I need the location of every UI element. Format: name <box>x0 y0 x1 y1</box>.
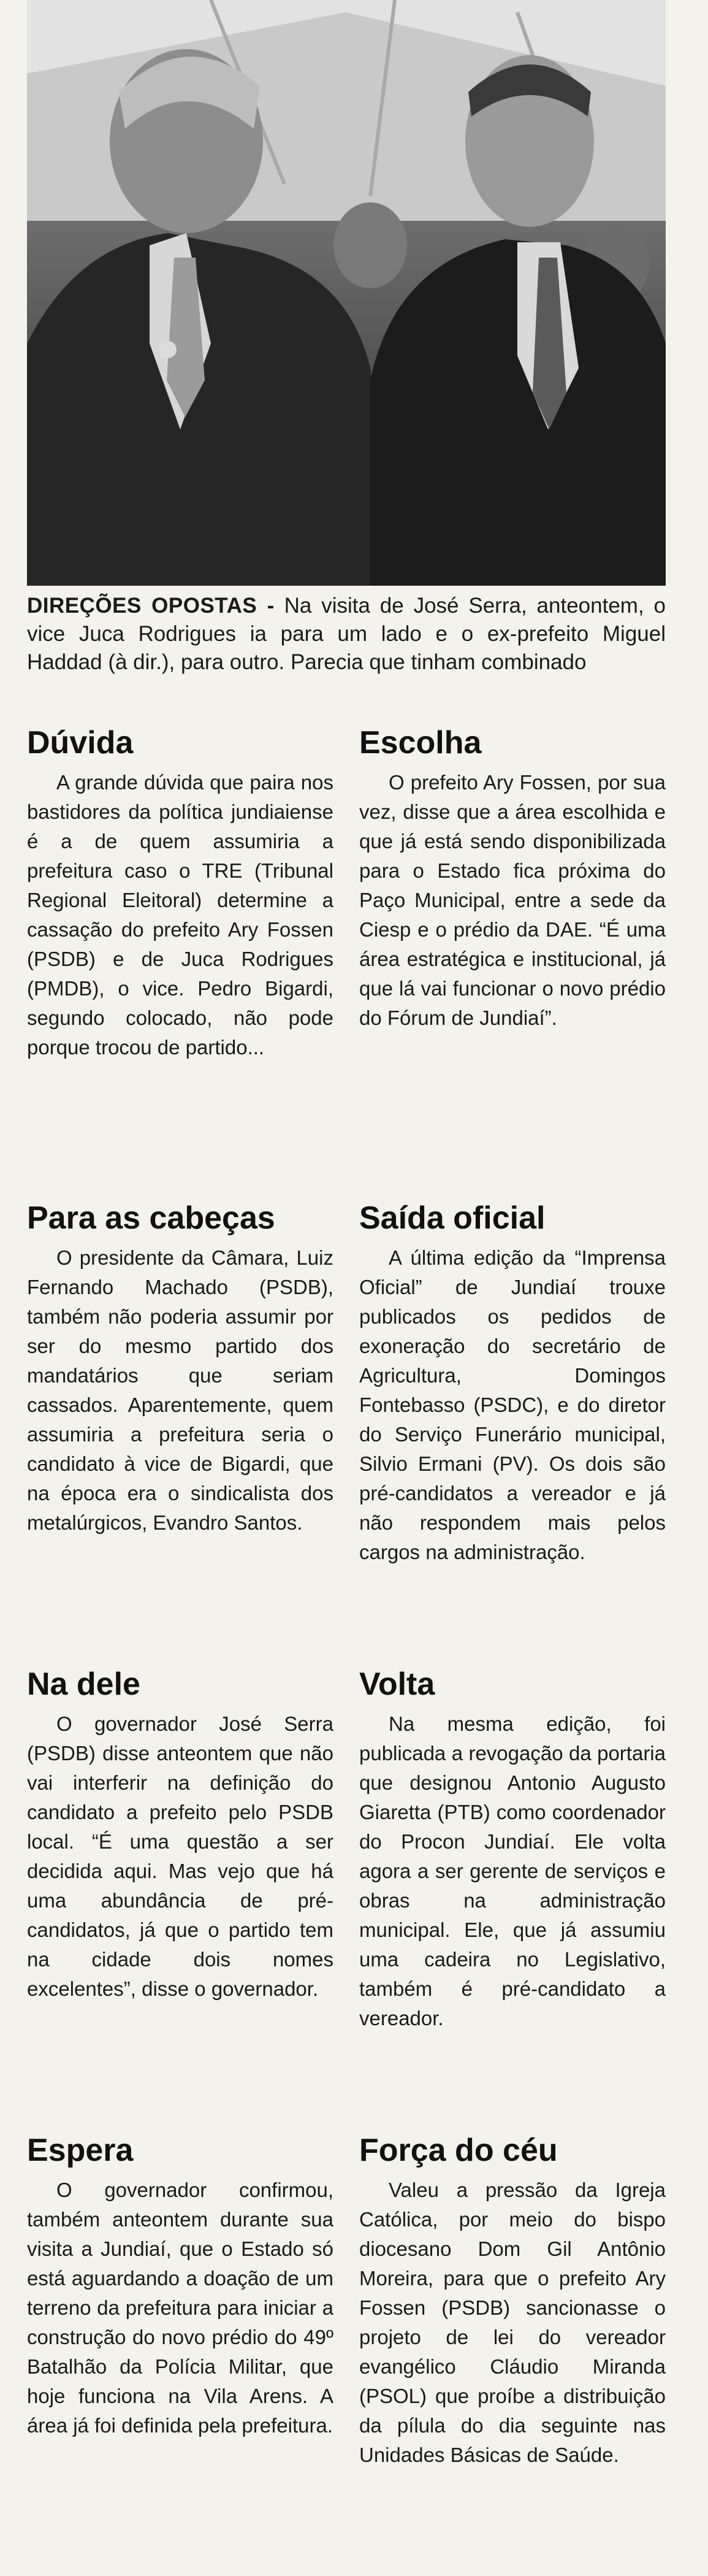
article-body: O governador José Serra (PSDB) disse anteontem que não vai interferir na definição do candidato a prefeito pelo PSDB local. “É uma questão a ser decidida aqui. Mas vejo que há uma abundância de pré-candidatos, já que o partido tem na cidade dois nomes excelentes”, disse o governador. <box>27 1712 333 2000</box>
article-title: Volta <box>359 1666 435 1702</box>
article-title: Espera <box>27 2133 134 2168</box>
article-body: O prefeito Ary Fossen, por sua vez, disse que a área escolhida e que já está sendo disponibilizada para o Estado fica próxima do Paço Municipal, entre a sede da Ciesp e o prédio da DAE. “É uma área estratégica e institucional, já que lá vai funcionar o novo prédio do Fórum de Jundiaí”. <box>359 771 666 1029</box>
article-espera <box>27 2131 333 2440</box>
article-body: A grande dúvida que paira nos bastidores da política jundiaiense é a de quem assumiria a prefeitura caso o TRE (Tribunal Regional Eleitoral) determine a cassação do prefeito Ary Fossen (PSDB) e de Juca Rodrigues (PMDB), o vice. Pedro Bigardi, segundo colocado, não pode porque trocou de partido... <box>27 771 333 1059</box>
article-duvida <box>27 724 333 1062</box>
article-body: Valeu a pressão da Igreja Católica, por meio do bispo diocesano Dom Gil Antônio Moreira, para que o prefeito Ary Fossen (PSDB) sancionasse o projeto de lei do vereador evangélico Cláudio Miranda (PSOL) que proíbe a distribuição da pílula do dia seguinte nas Unidades Básicas de Saúde. <box>359 2179 666 2466</box>
article-title: Para as cabeças <box>27 1200 275 1236</box>
article-title: Dúvida <box>27 725 134 761</box>
article-forca-do-ceu <box>359 2131 666 2470</box>
article-saida-oficial <box>359 1199 666 1567</box>
article-title: Saída oficial <box>359 1200 546 1236</box>
article-para-as-cabecas <box>27 1199 333 1538</box>
article-title: Na dele <box>27 1666 140 1702</box>
article-title: Escolha <box>359 725 482 761</box>
article-body: O presidente da Câmara, Luiz Fernando Machado (PSDB), também não poderia assumir por ser do mesmo partido dos mandatários que seriam cassados. Aparentemente, quem assumiria a prefeitura seria o candidato à vice de Bigardi, que na época era o sindicalista dos metalúrgicos, Evandro Santos. <box>27 1246 333 1534</box>
article-body: A última edição da “Imprensa Oficial” de Jundiaí trouxe publicados os pedidos de exoneração do secretário de Agricultura, Domingos Fontebasso (PSDC), e do diretor do Serviço Funerário municipal, Silvio Ermani (PV). Os dois são pré-candidatos a vereador e já não respondem mais pelos cargos na administração. <box>359 1246 666 1563</box>
article-title: Força do céu <box>359 2133 558 2168</box>
photo-illustration <box>27 0 666 586</box>
news-photo <box>27 0 666 586</box>
article-body: O governador confirmou, também anteontem durante sua visita a Jundiaí, que o Estado só está aguardando a doação de um terreno da prefeitura para iniciar a construção do novo prédio do 49º Batalhão da Polícia Militar, que hoje funciona na Vila Arens. A área já foi definida pela prefeitura. <box>27 2179 333 2437</box>
article-na-dele <box>27 1665 333 2004</box>
caption-lead: DIREÇÕES OPOSTAS - <box>27 594 275 618</box>
article-body: Na mesma edição, foi publicada a revogação da portaria que designou Antonio Augusto Giaretta (PTB) como coordenador do Procon Jundiaí. Ele volta agora a ser gerente de serviços e obras na administração municipal. Ele, que já assumiu uma cadeira no Legislativo, também é pré-candidato a vereador. <box>359 1712 666 2030</box>
article-volta <box>359 1665 666 2033</box>
photo-caption <box>27 592 666 677</box>
caption-text: Na visita de José Serra, anteontem, o vice Juca Rodrigues ia para um lado e o ex-prefeito Miguel Haddad (à dir.), para outro. Parecia que tinham combinado <box>27 594 666 674</box>
article-escolha <box>359 724 666 1033</box>
